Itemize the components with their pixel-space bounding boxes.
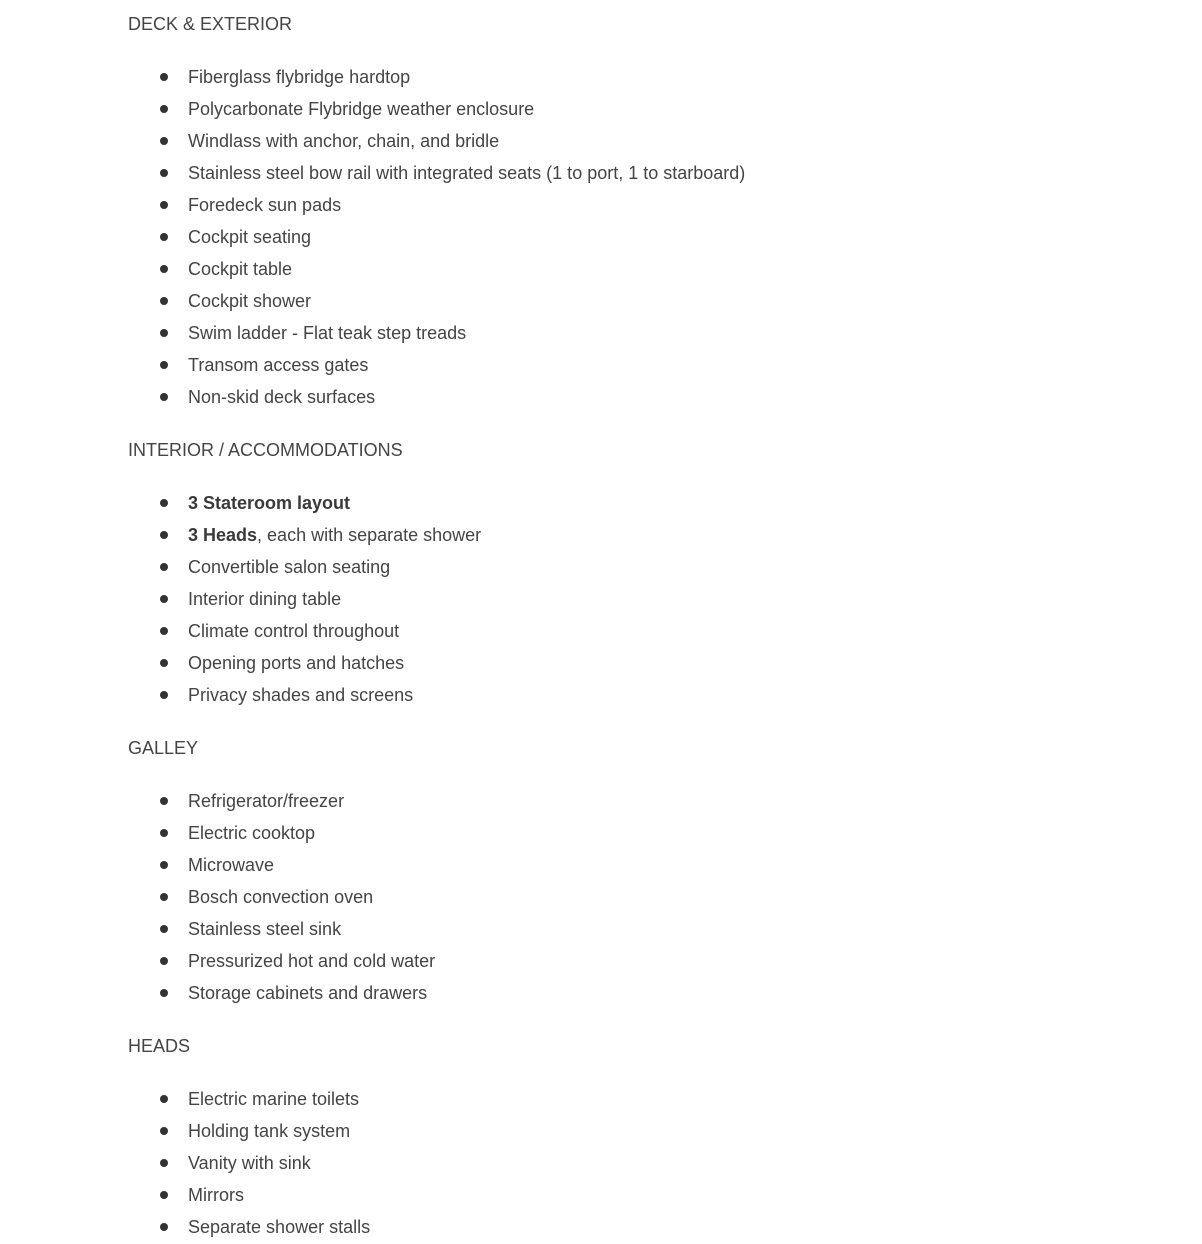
bullet-icon <box>160 105 168 113</box>
section-heading: HEADS <box>128 1036 191 1056</box>
list-item <box>128 61 1202 93</box>
item-text: Stainless steel sink <box>188 919 342 939</box>
list-item <box>128 1115 1202 1147</box>
item-text: Stainless steel bow rail with integrated seats (1 to port, 1 to starboard) <box>188 163 746 183</box>
bullet-icon <box>160 169 168 177</box>
list-item <box>128 679 1202 711</box>
list-item <box>128 157 1202 189</box>
list-item <box>128 881 1202 913</box>
list-item <box>128 285 1202 317</box>
item-text: Holding tank system <box>188 1121 351 1141</box>
bullet-icon <box>160 73 168 81</box>
item-text: Separate shower stalls <box>188 1217 371 1237</box>
list-item <box>128 93 1202 125</box>
bullet-icon <box>160 329 168 337</box>
item-text: Electric cooktop <box>188 823 316 843</box>
bullet-icon <box>160 201 168 209</box>
bullet-icon <box>160 265 168 273</box>
bullet-icon <box>160 925 168 933</box>
item-text: Pressurized hot and cold water <box>188 951 436 971</box>
item-text: Cockpit shower <box>188 291 312 311</box>
list-item <box>128 381 1202 413</box>
bullet-icon <box>160 659 168 667</box>
item-text: Storage cabinets and drawers <box>188 983 428 1003</box>
item-text: Cockpit table <box>188 259 293 279</box>
item-text: Opening ports and hatches <box>188 653 405 673</box>
bullet-icon <box>160 627 168 635</box>
list-item <box>128 1147 1202 1179</box>
bullet-icon <box>160 691 168 699</box>
bullet-icon <box>160 563 168 571</box>
list-item <box>128 647 1202 679</box>
bullet-icon <box>160 531 168 539</box>
bullet-icon <box>160 1127 168 1135</box>
list-item <box>128 1083 1202 1115</box>
item-text: Transom access gates <box>188 355 369 375</box>
list-item <box>128 913 1202 945</box>
list-item <box>128 221 1202 253</box>
item-text: Electric marine toilets <box>188 1089 360 1109</box>
bullet-icon <box>160 957 168 965</box>
list-item <box>128 977 1202 1009</box>
item-text: , each with separate shower <box>257 525 482 545</box>
bullet-icon <box>160 829 168 837</box>
list-item <box>128 817 1202 849</box>
item-text: Swim ladder - Flat teak step treads <box>188 323 467 343</box>
feature-list <box>128 487 1202 711</box>
section-heading: INTERIOR / ACCOMMODATIONS <box>128 440 403 460</box>
item-text: Vanity with sink <box>188 1153 311 1173</box>
list-item <box>128 317 1202 349</box>
list-item <box>128 349 1202 381</box>
list-item <box>128 583 1202 615</box>
list-item <box>128 253 1202 285</box>
list-item <box>128 125 1202 157</box>
list-item <box>128 945 1202 977</box>
list-item <box>128 519 1202 551</box>
bullet-icon <box>160 297 168 305</box>
item-text: Interior dining table <box>188 589 342 609</box>
feature-list <box>128 785 1202 1009</box>
list-item <box>128 487 1202 519</box>
bullet-icon <box>160 1095 168 1103</box>
list-item <box>128 551 1202 583</box>
item-text: Refrigerator/freezer <box>188 791 345 811</box>
bullet-icon <box>160 797 168 805</box>
feature-list <box>128 1083 1202 1243</box>
list-item <box>128 1179 1202 1211</box>
item-text: Privacy shades and screens <box>188 685 414 705</box>
bullet-icon <box>160 595 168 603</box>
bullet-icon <box>160 1191 168 1199</box>
bullet-icon <box>160 1223 168 1231</box>
item-text: Convertible salon seating <box>188 557 391 577</box>
item-text: Windlass with anchor, chain, and bridle <box>188 131 500 151</box>
item-text: Foredeck sun pads <box>188 195 342 215</box>
bullet-icon <box>160 1159 168 1167</box>
item-text: Microwave <box>188 855 275 875</box>
item-text: Polycarbonate Flybridge weather enclosure <box>188 99 535 119</box>
item-bold-text: 3 Heads <box>188 525 258 545</box>
list-item <box>128 615 1202 647</box>
section-heading: DECK & EXTERIOR <box>128 14 293 34</box>
list-item <box>128 785 1202 817</box>
list-item <box>128 189 1202 221</box>
bullet-icon <box>160 861 168 869</box>
bullet-icon <box>160 393 168 401</box>
bullet-icon <box>160 137 168 145</box>
item-text: Non-skid deck surfaces <box>188 387 376 407</box>
bullet-icon <box>160 361 168 369</box>
item-text: Climate control throughout <box>188 621 400 641</box>
bullet-icon <box>160 233 168 241</box>
item-text: Bosch convection oven <box>188 887 374 907</box>
list-item <box>128 849 1202 881</box>
section-heading: GALLEY <box>128 738 199 758</box>
feature-list <box>128 61 1202 413</box>
item-text: Fiberglass flybridge hardtop <box>188 67 411 87</box>
item-text: Cockpit seating <box>188 227 312 247</box>
bullet-icon <box>160 893 168 901</box>
item-bold-text: 3 Stateroom layout <box>188 493 351 513</box>
list-item <box>128 1211 1202 1243</box>
item-text: Mirrors <box>188 1185 244 1205</box>
bullet-icon <box>160 499 168 507</box>
bullet-icon <box>160 989 168 997</box>
